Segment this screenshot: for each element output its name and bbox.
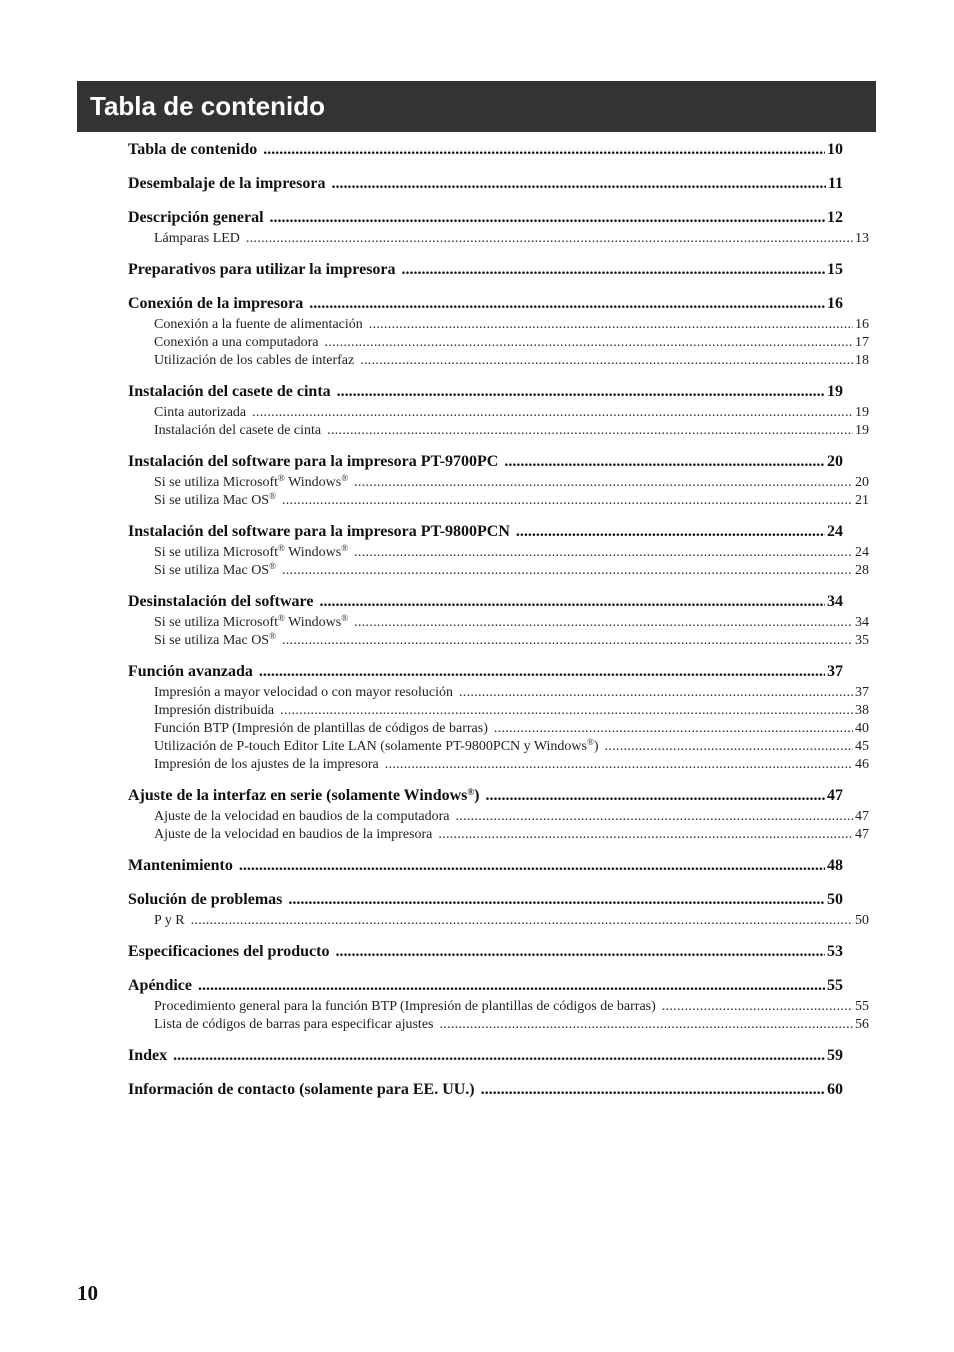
toc-subentry: [128, 912, 869, 930]
toc-subentry-page: 16: [855, 317, 869, 332]
toc-subentry: [128, 684, 869, 702]
dot-leader: [327, 422, 853, 440]
dot-leader: [263, 138, 825, 162]
toc-subentry-page: 56: [855, 1017, 869, 1032]
toc-entry-title: Conexión de la impresora: [128, 295, 304, 312]
toc-subentry: [128, 738, 869, 756]
toc-subentry-page: 45: [855, 739, 869, 754]
dot-leader: [288, 888, 825, 912]
toc-subentry: [128, 1016, 869, 1034]
dot-leader: [385, 756, 853, 774]
toc-subentry-page: 35: [855, 633, 869, 648]
toc-entry-page: 10: [827, 141, 843, 158]
dot-leader: [173, 1044, 825, 1068]
toc-subentry: [128, 756, 869, 774]
toc-entry-page: 19: [827, 383, 843, 400]
toc-subentry-title: Si se utiliza Microsoft® Windows®: [154, 543, 349, 560]
toc-subentry: [128, 702, 869, 720]
toc-entry: [128, 590, 843, 614]
toc-entry-page: 55: [827, 977, 843, 994]
toc-entry: [128, 940, 843, 964]
toc-subentry-title: Impresión distribuida: [154, 703, 275, 718]
toc-subentry-title: Si se utiliza Mac OS®: [154, 561, 276, 578]
section-header-bar: [77, 81, 876, 132]
toc-subentry-page: 40: [855, 721, 869, 736]
dot-leader: [282, 562, 853, 580]
toc-entry-title: Especificaciones del producto: [128, 943, 330, 960]
toc-subentry-title: Utilización de los cables de interfaz: [154, 353, 355, 368]
toc-subentry-page: 17: [855, 335, 869, 350]
toc-entry-title: Mantenimiento: [128, 857, 233, 874]
toc-entry-page: 11: [827, 175, 843, 192]
toc-subentry: [128, 544, 869, 562]
dot-leader: [252, 404, 853, 422]
toc-entry: [128, 138, 843, 162]
toc-entry-title: Ajuste de la interfaz en serie (solamente Windows®): [128, 787, 480, 804]
toc-subentry-page: 24: [855, 545, 869, 560]
toc-entry-title: Index: [128, 1047, 168, 1064]
dot-leader: [309, 292, 825, 316]
dot-leader: [485, 784, 825, 808]
toc-entry-title: Función avanzada: [128, 663, 253, 680]
dot-leader: [239, 854, 825, 878]
toc-entry-title: Información de contacto (solamente para EE. UU.): [128, 1081, 475, 1098]
toc-subentry: [128, 334, 869, 352]
toc-entry-page: 16: [827, 295, 843, 312]
page-number: 10: [77, 1281, 98, 1305]
dot-leader: [440, 1016, 854, 1034]
toc-subentry: [128, 632, 869, 650]
toc-entry: [128, 292, 843, 316]
dot-leader: [191, 912, 853, 930]
toc-subentry: [128, 352, 869, 370]
toc-subentry-page: 46: [855, 757, 869, 772]
dot-leader: [438, 826, 853, 844]
toc-entry: [128, 888, 843, 912]
dot-leader: [360, 352, 853, 370]
dot-leader: [282, 632, 853, 650]
toc-subentry-title: Ajuste de la velocidad en baudios de la computadora: [154, 809, 450, 824]
dot-leader: [319, 590, 825, 614]
toc-subentry-title: Impresión de los ajustes de la impresora: [154, 757, 379, 772]
toc-entry-page: 50: [827, 891, 843, 908]
dot-leader: [354, 474, 853, 492]
toc-subentry-page: 20: [855, 475, 869, 490]
toc-entry-page: 48: [827, 857, 843, 874]
dot-leader: [494, 720, 853, 738]
toc-entry-title: Apéndice: [128, 977, 192, 994]
toc-subentry-title: Instalación del casete de cinta: [154, 423, 322, 438]
toc-subentry-page: 37: [855, 685, 869, 700]
toc-subentry-title: Cinta autorizada: [154, 405, 247, 420]
toc-subentry: [128, 474, 869, 492]
toc-subentry: [128, 404, 869, 422]
toc-subentry-page: 21: [855, 493, 869, 508]
toc-entry-title: Tabla de contenido: [128, 141, 258, 158]
toc-entry-page: 53: [827, 943, 843, 960]
toc-entry: [128, 974, 843, 998]
dot-leader: [369, 316, 853, 334]
dot-leader: [331, 172, 825, 196]
toc-subentry-page: 13: [855, 231, 869, 246]
toc-subentry-page: 38: [855, 703, 869, 718]
toc-subentry: [128, 720, 869, 738]
toc-entry-page: 20: [827, 453, 843, 470]
toc-entry: [128, 172, 843, 196]
toc-subentry-page: 55: [855, 999, 869, 1014]
toc-entry-page: 59: [827, 1047, 843, 1064]
toc-subentry: [128, 492, 869, 510]
toc-entry-title: Solución de problemas: [128, 891, 283, 908]
toc-subentry-title: Si se utiliza Mac OS®: [154, 491, 276, 508]
dot-leader: [662, 998, 853, 1016]
toc-subentry-page: 34: [855, 615, 869, 630]
toc-subentry: [128, 808, 869, 826]
toc-entry: [128, 206, 843, 230]
toc-entry-page: 12: [827, 209, 843, 226]
toc-subentry: [128, 562, 869, 580]
toc-entry-title: Instalación del software para la impresora PT-9800PCN: [128, 523, 510, 540]
toc-subentry-title: Función BTP (Impresión de plantillas de códigos de barras): [154, 721, 488, 736]
toc-entry: [128, 1044, 843, 1068]
table-of-contents: [128, 138, 869, 1102]
toc-entry-title: Desembalaje de la impresora: [128, 175, 326, 192]
toc-entry-title: Desinstalación del software: [128, 593, 314, 610]
toc-subentry-title: Procedimiento general para la función BTP (Impresión de plantillas de códigos de barras): [154, 999, 656, 1014]
dot-leader: [280, 702, 853, 720]
dot-leader: [516, 520, 825, 544]
dot-leader: [337, 380, 825, 404]
toc-entry-title: Instalación del casete de cinta: [128, 383, 331, 400]
toc-subentry: [128, 998, 869, 1016]
toc-subentry-title: Conexión a la fuente de alimentación: [154, 317, 363, 332]
toc-subentry: [128, 826, 869, 844]
toc-entry: [128, 660, 843, 684]
dot-leader: [402, 258, 825, 282]
dot-leader: [459, 684, 853, 702]
toc-subentry-title: Lámparas LED: [154, 231, 240, 246]
toc-subentry: [128, 614, 869, 632]
toc-subentry-page: 50: [855, 913, 869, 928]
dot-leader: [335, 940, 825, 964]
toc-subentry: [128, 230, 869, 248]
toc-entry: [128, 450, 843, 474]
toc-subentry-title: Si se utiliza Microsoft® Windows®: [154, 473, 349, 490]
toc-subentry-title: P y R: [154, 913, 185, 928]
toc-entry-page: 37: [827, 663, 843, 680]
dot-leader: [246, 230, 853, 248]
toc-subentry-title: Impresión a mayor velocidad o con mayor resolución: [154, 685, 453, 700]
toc-subentry-page: 47: [855, 827, 869, 842]
dot-leader: [455, 808, 853, 826]
toc-subentry-title: Si se utiliza Mac OS®: [154, 631, 276, 648]
dot-leader: [270, 206, 825, 230]
toc-subentry-title: Ajuste de la velocidad en baudios de la impresora: [154, 827, 433, 842]
toc-subentry-page: 28: [855, 563, 869, 578]
dot-leader: [324, 334, 853, 352]
dot-leader: [504, 450, 825, 474]
toc-entry-title: Preparativos para utilizar la impresora: [128, 261, 396, 278]
toc-subentry-title: Conexión a una computadora: [154, 335, 319, 350]
toc-entry: [128, 380, 843, 404]
dot-leader: [354, 544, 853, 562]
toc-entry: [128, 258, 843, 282]
toc-entry-page: 24: [827, 523, 843, 540]
toc-entry-page: 47: [827, 787, 843, 804]
toc-subentry: [128, 422, 869, 440]
dot-leader: [198, 974, 825, 998]
toc-entry-title: Descripción general: [128, 209, 264, 226]
dot-leader: [605, 738, 853, 756]
toc-entry-title: Instalación del software para la impresora PT-9700PC: [128, 453, 499, 470]
dot-leader: [481, 1078, 825, 1102]
toc-entry: [128, 1078, 843, 1102]
toc-entry-page: 34: [827, 593, 843, 610]
toc-entry-page: 60: [827, 1081, 843, 1098]
toc-entry: [128, 784, 843, 808]
dot-leader: [354, 614, 853, 632]
toc-entry: [128, 854, 843, 878]
toc-subentry-title: Lista de códigos de barras para especificar ajustes: [154, 1017, 434, 1032]
toc-subentry-page: 18: [855, 353, 869, 368]
toc-subentry-page: 19: [855, 405, 869, 420]
toc-subentry: [128, 316, 869, 334]
toc-subentry-title: Si se utiliza Microsoft® Windows®: [154, 613, 349, 630]
toc-subentry-page: 47: [855, 809, 869, 824]
dot-leader: [282, 492, 853, 510]
toc-entry-page: 15: [827, 261, 843, 278]
dot-leader: [259, 660, 825, 684]
toc-entry: [128, 520, 843, 544]
page-title: Tabla de contenido: [90, 91, 325, 121]
toc-subentry-title: Utilización de P-touch Editor Lite LAN (solamente PT-9800PCN y Windows®): [154, 737, 599, 754]
toc-subentry-page: 19: [855, 423, 869, 438]
